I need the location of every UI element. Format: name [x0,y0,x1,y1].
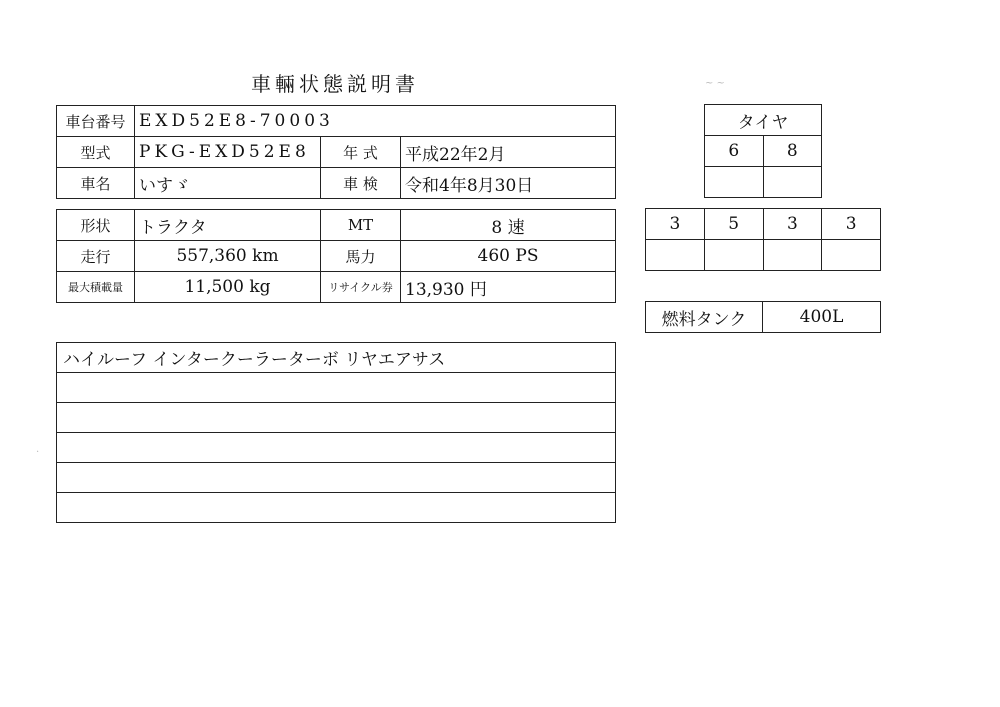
table-row [57,168,616,199]
table-row [705,136,822,167]
model-label: 型式 [57,137,135,168]
transmission-value: 8 速 [401,210,616,241]
table-row [705,167,822,198]
tire-cell: 8 [763,136,822,167]
tire-cell: 3 [646,209,705,240]
notes-line: ハイルーフ インタークーラーターボ リヤエアサス [57,343,616,373]
max-load-label: 最大積載量 [57,272,135,303]
table-row [57,463,616,493]
inspection-label: 車 検 [321,168,401,199]
fuel-tank-value: 400L [763,302,881,333]
tire-cell [705,167,764,198]
table-row [57,433,616,463]
table-row [57,241,616,272]
tire-cell: 6 [705,136,764,167]
table-row [57,403,616,433]
tire-cell [704,240,763,271]
recycle-ticket-label: リサイクル券 [321,272,401,303]
tire-cell [763,240,822,271]
document-title: 車輛状態説明書 [251,72,419,96]
rear-tire-table [645,208,881,271]
notes-table [56,342,616,523]
inspection-value: 令和4年8月30日 [401,168,616,199]
tire-cell: 3 [822,209,881,240]
chassis-number-label: 車台番号 [57,106,135,137]
vehicle-info-table [56,105,616,199]
mileage-value: 557,360 km [135,241,321,272]
recycle-ticket-value: 13,930 円 [401,272,616,303]
horsepower-value: 460 PS [401,241,616,272]
notes-line [57,463,616,493]
table-row [57,373,616,403]
tire-cell: 3 [763,209,822,240]
tire-cell [822,240,881,271]
table-row [646,209,881,240]
specs-table [56,209,616,303]
tire-cell [646,240,705,271]
table-row [646,302,881,333]
chassis-number-value: EXD52E8-70003 [135,106,616,137]
year-label: 年 式 [321,137,401,168]
fuel-tank-label: 燃料タンク [646,302,763,333]
model-value: PKG-EXD52E8 [135,137,321,168]
mileage-label: 走行 [57,241,135,272]
table-row [57,106,616,137]
table-row [57,493,616,523]
fuel-tank-table [645,301,881,333]
notes-line [57,373,616,403]
table-row [57,137,616,168]
shape-label: 形状 [57,210,135,241]
table-row [705,105,822,136]
tire-cell: 5 [704,209,763,240]
scan-speck: ~ ~ [705,78,725,89]
transmission-label: MT [321,210,401,241]
max-load-value: 11,500 kg [135,272,321,303]
notes-line [57,433,616,463]
front-tire-table [704,104,822,198]
vehicle-name-value: いすゞ [135,168,321,199]
horsepower-label: 馬力 [321,241,401,272]
scan-speck: . [36,444,40,455]
vehicle-name-label: 車名 [57,168,135,199]
tire-header: タイヤ [705,105,822,136]
table-row [57,343,616,373]
tire-cell [763,167,822,198]
table-row [646,240,881,271]
shape-value: トラクタ [135,210,321,241]
notes-line [57,403,616,433]
table-row [57,272,616,303]
notes-line [57,493,616,523]
table-row [57,210,616,241]
year-value: 平成22年2月 [401,137,616,168]
